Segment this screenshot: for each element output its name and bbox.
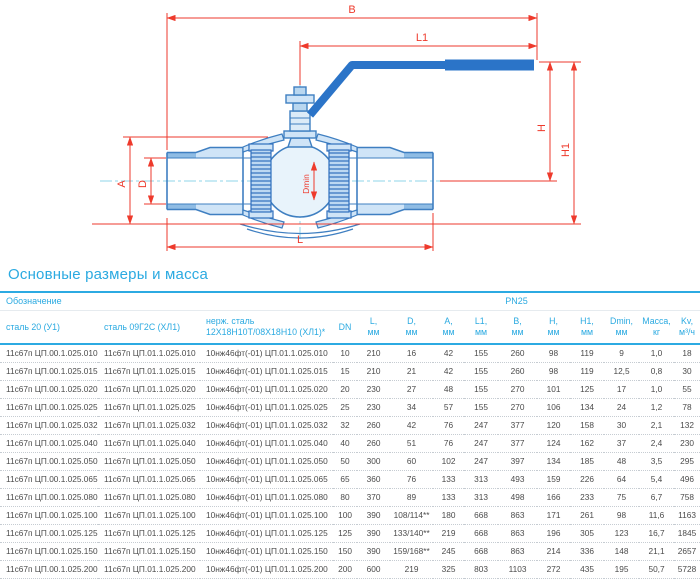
- value-cell: 1845: [674, 525, 700, 543]
- value-cell: 155: [464, 344, 498, 363]
- value-cell: 270: [498, 399, 537, 417]
- value-cell: 230: [674, 435, 700, 453]
- table-body: [0, 344, 700, 579]
- value-cell: 125: [333, 525, 357, 543]
- valve-handle: [310, 65, 534, 115]
- value-cell: 336: [570, 543, 604, 561]
- value-cell: 120: [537, 417, 570, 435]
- designation-cell: 10нж46фт(-01) ЦП.01.1.025.100: [200, 507, 333, 525]
- designation-cell: 10нж46фт(-01) ЦП.01.1.025.015: [200, 363, 333, 381]
- designation-cell: 10нж46фт(-01) ЦП.01.1.025.020: [200, 381, 333, 399]
- value-cell: 106: [537, 399, 570, 417]
- value-cell: 50,7: [639, 561, 674, 579]
- designation-cell: 10нж46фт(-01) ЦП.01.1.025.040: [200, 435, 333, 453]
- value-cell: 108/114**: [390, 507, 433, 525]
- value-cell: 30: [604, 417, 639, 435]
- value-cell: 2,4: [639, 435, 674, 453]
- designation-cell: 10нж46фт(-01) ЦП.01.1.025.080: [200, 489, 333, 507]
- table-row: [0, 381, 700, 399]
- value-cell: 12,5: [604, 363, 639, 381]
- value-cell: 260: [498, 344, 537, 363]
- designation-cell: 11с67п ЦП.01.1.025.015: [98, 363, 200, 381]
- stainless-line2: 12Х18Н10Т/08Х18Н10 (ХЛ1)*: [206, 327, 326, 337]
- value-cell: 219: [390, 561, 433, 579]
- value-cell: 133: [433, 471, 464, 489]
- value-cell: 668: [464, 543, 498, 561]
- value-cell: 498: [498, 489, 537, 507]
- value-cell: 76: [433, 435, 464, 453]
- value-cell: 1103: [498, 561, 537, 579]
- value-cell: 180: [433, 507, 464, 525]
- value-cell: 34: [390, 399, 433, 417]
- value-cell: 803: [464, 561, 498, 579]
- value-cell: 668: [464, 507, 498, 525]
- designation-cell: 11с67п ЦП.01.1.025.200: [98, 561, 200, 579]
- value-cell: 295: [674, 453, 700, 471]
- value-cell: 166: [537, 489, 570, 507]
- value-cell: 42: [433, 344, 464, 363]
- valve-drawing-area: [0, 0, 700, 262]
- value-cell: 1,2: [639, 399, 674, 417]
- column-header-b: B, мм: [498, 311, 537, 345]
- value-cell: 30: [674, 363, 700, 381]
- value-cell: 102: [433, 453, 464, 471]
- value-cell: 496: [674, 471, 700, 489]
- value-cell: 377: [498, 417, 537, 435]
- value-cell: 214: [537, 543, 570, 561]
- designation-cell: 10нж46фт(-01) ЦП.01.1.025.150: [200, 543, 333, 561]
- value-cell: 247: [464, 435, 498, 453]
- value-cell: 200: [333, 561, 357, 579]
- value-cell: 11,6: [639, 507, 674, 525]
- value-cell: 493: [498, 471, 537, 489]
- dim-label-l1: L1: [415, 32, 429, 44]
- value-cell: 1,0: [639, 381, 674, 399]
- value-cell: 50: [333, 453, 357, 471]
- designation-cell: 11с67п ЦП.01.1.025.040: [98, 435, 200, 453]
- designation-cell: 11с67п ЦП.00.1.025.032: [0, 417, 98, 435]
- designation-cell: 11с67п ЦП.00.1.025.080: [0, 489, 98, 507]
- value-cell: 435: [570, 561, 604, 579]
- dim-label-a: A: [116, 180, 128, 188]
- column-header-steel09g2s: сталь 09Г2С (ХЛ1): [98, 311, 200, 345]
- value-cell: 21,1: [639, 543, 674, 561]
- value-cell: 260: [357, 417, 390, 435]
- value-cell: 247: [464, 453, 498, 471]
- designation-cell: 11с67п ЦП.00.1.025.050: [0, 453, 98, 471]
- value-cell: 134: [570, 399, 604, 417]
- value-cell: 132: [674, 417, 700, 435]
- value-cell: 210: [357, 344, 390, 363]
- value-cell: 155: [464, 399, 498, 417]
- value-cell: 98: [537, 363, 570, 381]
- value-cell: 390: [357, 543, 390, 561]
- designation-cell: 11с67п ЦП.01.1.025.032: [98, 417, 200, 435]
- designation-cell: 10нж46фт(-01) ЦП.01.1.025.025: [200, 399, 333, 417]
- value-cell: 325: [433, 561, 464, 579]
- value-cell: 226: [570, 471, 604, 489]
- value-cell: 25: [333, 399, 357, 417]
- designation-cell: 11с67п ЦП.00.1.025.020: [0, 381, 98, 399]
- value-cell: 15: [333, 363, 357, 381]
- value-cell: 16,7: [639, 525, 674, 543]
- designation-cell: 11с67п ЦП.01.1.025.065: [98, 471, 200, 489]
- column-header-dmin: Dmin, мм: [604, 311, 639, 345]
- table-row: [0, 507, 700, 525]
- ball-valve-drawing: [0, 0, 700, 262]
- value-cell: 260: [357, 435, 390, 453]
- value-cell: 1,0: [639, 344, 674, 363]
- value-cell: 261: [570, 507, 604, 525]
- value-cell: 76: [390, 471, 433, 489]
- value-cell: 133: [433, 489, 464, 507]
- table-row: [0, 363, 700, 381]
- table-row: [0, 417, 700, 435]
- value-cell: 159: [537, 471, 570, 489]
- group-designation: Обозначение: [0, 292, 333, 311]
- table-row: [0, 489, 700, 507]
- table-row: [0, 399, 700, 417]
- value-cell: 57: [433, 399, 464, 417]
- value-cell: 195: [604, 561, 639, 579]
- value-cell: 390: [357, 507, 390, 525]
- value-cell: 148: [604, 543, 639, 561]
- column-header-h: H, мм: [537, 311, 570, 345]
- value-cell: 300: [357, 453, 390, 471]
- value-cell: 185: [570, 453, 604, 471]
- value-cell: 123: [604, 525, 639, 543]
- value-cell: 2,1: [639, 417, 674, 435]
- value-cell: 24: [604, 399, 639, 417]
- value-cell: 17: [604, 381, 639, 399]
- value-cell: 75: [604, 489, 639, 507]
- table-row: [0, 344, 700, 363]
- designation-cell: 11с67п ЦП.00.1.025.150: [0, 543, 98, 561]
- designation-cell: 11с67п ЦП.01.1.025.010: [98, 344, 200, 363]
- value-cell: 18: [674, 344, 700, 363]
- value-cell: 397: [498, 453, 537, 471]
- value-cell: 5728: [674, 561, 700, 579]
- column-header-l1: L1, мм: [464, 311, 498, 345]
- designation-cell: 11с67п ЦП.01.1.025.100: [98, 507, 200, 525]
- value-cell: 6,7: [639, 489, 674, 507]
- value-cell: 758: [674, 489, 700, 507]
- value-cell: 230: [357, 381, 390, 399]
- value-cell: 134: [537, 453, 570, 471]
- value-cell: 27: [390, 381, 433, 399]
- value-cell: 313: [464, 489, 498, 507]
- table-title: Основные размеры и масса: [8, 266, 209, 283]
- value-cell: 55: [674, 381, 700, 399]
- value-cell: 600: [357, 561, 390, 579]
- value-cell: 2657: [674, 543, 700, 561]
- column-header-a: A, мм: [433, 311, 464, 345]
- table-row: [0, 471, 700, 489]
- value-cell: 863: [498, 507, 537, 525]
- value-cell: 42: [433, 363, 464, 381]
- column-header-dn: DN: [333, 311, 357, 345]
- value-cell: 270: [498, 381, 537, 399]
- value-cell: 0,8: [639, 363, 674, 381]
- dim-label-d: D: [137, 180, 149, 188]
- designation-cell: 11с67п ЦП.01.1.025.025: [98, 399, 200, 417]
- designation-cell: 10нж46фт(-01) ЦП.01.1.025.200: [200, 561, 333, 579]
- value-cell: 51: [390, 435, 433, 453]
- value-cell: 20: [333, 381, 357, 399]
- table-row: [0, 453, 700, 471]
- value-cell: 863: [498, 525, 537, 543]
- value-cell: 305: [570, 525, 604, 543]
- value-cell: 233: [570, 489, 604, 507]
- column-header-steel20: сталь 20 (У1): [0, 311, 98, 345]
- value-cell: 360: [357, 471, 390, 489]
- column-header-d: D, мм: [390, 311, 433, 345]
- column-header-l: L, мм: [357, 311, 390, 345]
- designation-cell: 11с67п ЦП.01.1.025.050: [98, 453, 200, 471]
- value-cell: 247: [464, 417, 498, 435]
- dim-label-h1: H1: [560, 142, 572, 158]
- designation-cell: 11с67п ЦП.00.1.025.100: [0, 507, 98, 525]
- value-cell: 76: [433, 417, 464, 435]
- dim-label-l: L: [296, 234, 304, 246]
- value-cell: 377: [498, 435, 537, 453]
- designation-cell: 11с67п ЦП.00.1.025.025: [0, 399, 98, 417]
- dim-label-b: B: [348, 4, 356, 16]
- group-pn25: PN25: [333, 292, 700, 311]
- designation-cell: 11с67п ЦП.01.1.025.080: [98, 489, 200, 507]
- group-header-row: [0, 292, 700, 311]
- value-cell: 65: [333, 471, 357, 489]
- dim-label-dmin: Dmin: [301, 174, 311, 194]
- value-cell: 1163: [674, 507, 700, 525]
- value-cell: 370: [357, 489, 390, 507]
- value-cell: 219: [433, 525, 464, 543]
- designation-cell: 11с67п ЦП.01.1.025.150: [98, 543, 200, 561]
- value-cell: 119: [570, 363, 604, 381]
- stainless-line1: нерж. сталь: [206, 316, 255, 327]
- designation-cell: 11с67п ЦП.00.1.025.200: [0, 561, 98, 579]
- ball: [264, 145, 336, 217]
- value-cell: 260: [498, 363, 537, 381]
- value-cell: 32: [333, 417, 357, 435]
- value-cell: 196: [537, 525, 570, 543]
- column-header-row: [0, 311, 700, 345]
- value-cell: 668: [464, 525, 498, 543]
- stem-assembly: [284, 87, 316, 147]
- designation-cell: 10нж46фт(-01) ЦП.01.1.025.050: [200, 453, 333, 471]
- designation-cell: 11с67п ЦП.01.1.025.020: [98, 381, 200, 399]
- table-row: [0, 561, 700, 579]
- dimensions-table: [0, 291, 700, 579]
- designation-cell: 11с67п ЦП.00.1.025.010: [0, 344, 98, 363]
- column-header-h1: H1, мм: [570, 311, 604, 345]
- value-cell: 101: [537, 381, 570, 399]
- value-cell: 100: [333, 507, 357, 525]
- designation-cell: 10нж46фт(-01) ЦП.01.1.025.125: [200, 525, 333, 543]
- value-cell: 80: [333, 489, 357, 507]
- value-cell: 37: [604, 435, 639, 453]
- value-cell: 158: [570, 417, 604, 435]
- value-cell: 21: [390, 363, 433, 381]
- designation-cell: 11с67п ЦП.00.1.025.015: [0, 363, 98, 381]
- designation-cell: 10нж46фт(-01) ЦП.01.1.025.032: [200, 417, 333, 435]
- designation-cell: 11с67п ЦП.01.1.025.125: [98, 525, 200, 543]
- designation-cell: 10нж46фт(-01) ЦП.01.1.025.010: [200, 344, 333, 363]
- value-cell: 60: [390, 453, 433, 471]
- value-cell: 313: [464, 471, 498, 489]
- value-cell: 5,4: [639, 471, 674, 489]
- value-cell: 48: [604, 453, 639, 471]
- value-cell: 133/140**: [390, 525, 433, 543]
- value-cell: 162: [570, 435, 604, 453]
- value-cell: 119: [570, 344, 604, 363]
- value-cell: 10: [333, 344, 357, 363]
- table-row: [0, 435, 700, 453]
- value-cell: 98: [604, 507, 639, 525]
- value-cell: 9: [604, 344, 639, 363]
- value-cell: 155: [464, 381, 498, 399]
- value-cell: 230: [357, 399, 390, 417]
- value-cell: 64: [604, 471, 639, 489]
- value-cell: 150: [333, 543, 357, 561]
- value-cell: 245: [433, 543, 464, 561]
- value-cell: 863: [498, 543, 537, 561]
- value-cell: 171: [537, 507, 570, 525]
- column-header-stainless: [200, 311, 333, 345]
- value-cell: 48: [433, 381, 464, 399]
- designation-cell: 11с67п ЦП.00.1.025.065: [0, 471, 98, 489]
- designation-cell: 10нж46фт(-01) ЦП.01.1.025.065: [200, 471, 333, 489]
- value-cell: 272: [537, 561, 570, 579]
- value-cell: 89: [390, 489, 433, 507]
- value-cell: 155: [464, 363, 498, 381]
- table-row: [0, 543, 700, 561]
- designation-cell: 11с67п ЦП.00.1.025.040: [0, 435, 98, 453]
- value-cell: 124: [537, 435, 570, 453]
- column-header-kv: Kv, м³/ч: [674, 311, 700, 345]
- value-cell: 16: [390, 344, 433, 363]
- value-cell: 125: [570, 381, 604, 399]
- value-cell: 210: [357, 363, 390, 381]
- value-cell: 42: [390, 417, 433, 435]
- value-cell: 40: [333, 435, 357, 453]
- value-cell: 3,5: [639, 453, 674, 471]
- dim-label-h: H: [536, 124, 548, 132]
- value-cell: 98: [537, 344, 570, 363]
- value-cell: 78: [674, 399, 700, 417]
- value-cell: 390: [357, 525, 390, 543]
- column-header-масса: Масса, кг: [639, 311, 674, 345]
- table-row: [0, 525, 700, 543]
- value-cell: 159/168**: [390, 543, 433, 561]
- designation-cell: 11с67п ЦП.00.1.025.125: [0, 525, 98, 543]
